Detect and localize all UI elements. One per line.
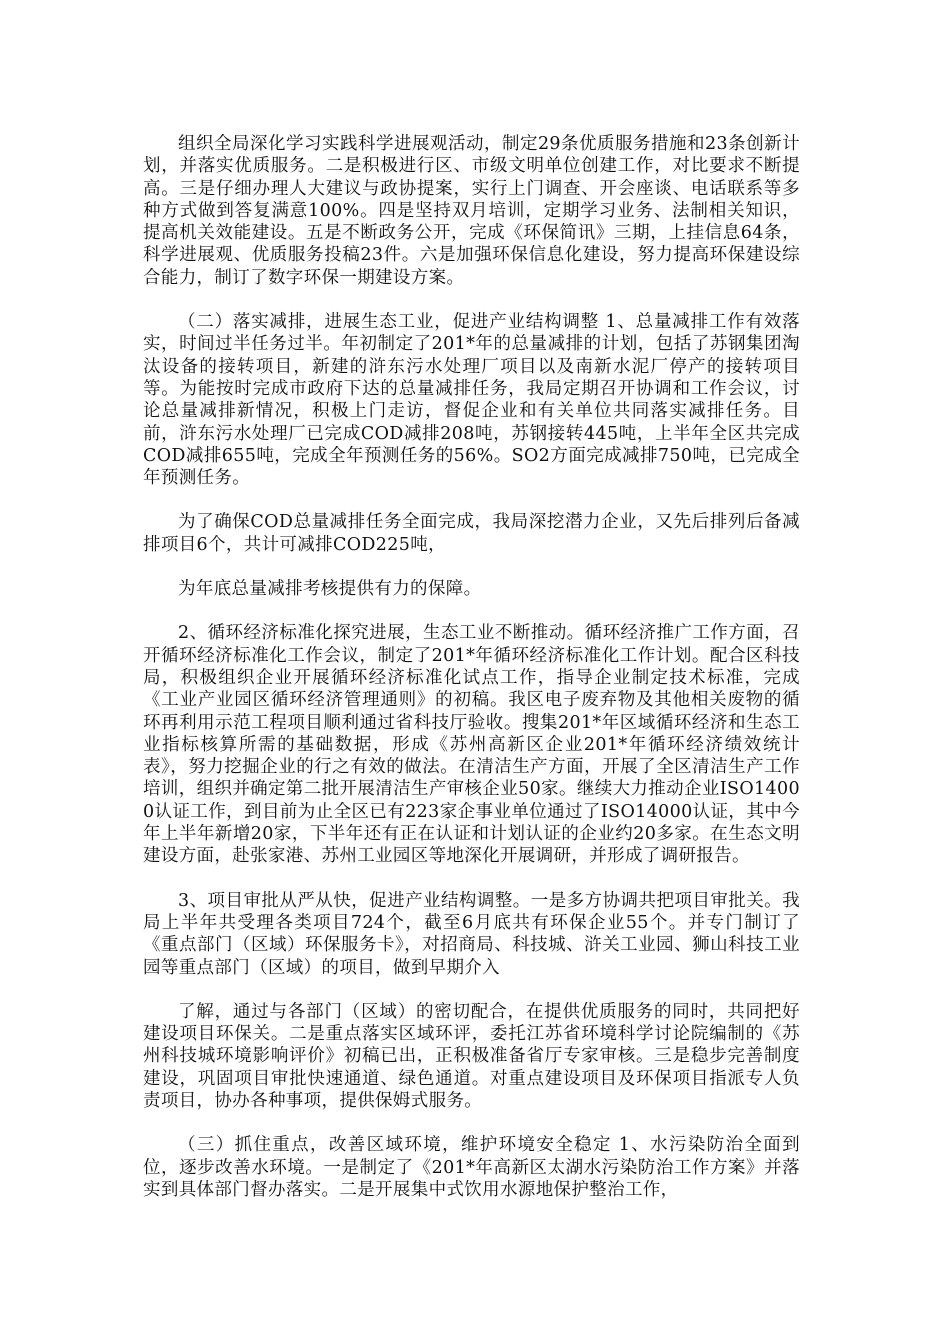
paragraph-2: （二）落实减排，进展生态工业，促进产业结构调整 1、总量减排工作有效落实，时间过半任务过半。年初制定了201*年的总量减排的计划，包括了苏钢集团淘汰设备的接转项目，新建的浒东污水处理厂项目以及南新水泥厂停产的接转项目等。为能按时完成市政府下达的总量减排任务，我局定期召开协调和工作会议，讨论总量减排新情况，积极上门走访，督促企业和有关单位共同落实减排任务。目前，浒东污水处理厂已完成COD减排208吨，苏钢接转445吨，上半年全区共完成COD减排655吨，完成全年预测任务的56%。SO2方面完成减排750吨，已完成全年预测任务。 <box>143 312 800 489</box>
paragraph-8: （三）抓住重点，改善区域环境，维护环境安全稳定 1、水污染防治全面到位，逐步改善水环境。一是制定了《201*年高新区太湖水污染防治工作方案》并落实到具体部门督办落实。二是开展集中式饮用水源地保护整治工作， <box>143 1135 800 1200</box>
paragraph-3: 为了确保COD总量减排任务全面完成，我局深挖潜力企业，又先后排列后备减排项目6个，共计可减排COD225吨， <box>143 512 800 555</box>
document-body <box>143 133 800 1223</box>
paragraph-7: 了解，通过与各部门（区域）的密切配合，在提供优质服务的同时，共同把好建设项目环保关。二是重点落实区域环评，委托江苏省环境科学讨论院编制的《苏州科技城环境影响评价》初稿已出，正积极准备省厅专家审核。三是稳步完善制度建设，巩固项目审批快速通道、绿色通道。对重点建设项目及环保项目指派专人负责项目，协办各种事项，提供保姆式服务。 <box>143 1001 800 1111</box>
paragraph-6: 3、项目审批从严从快，促进产业结构调整。一是多方协调共把项目审批关。我局上半年共受理各类项目724个，截至6月底共有环保企业55个。并专门制订了《重点部门（区域）环保服务卡》，对招商局、科技城、浒关工业园、狮山科技工业园等重点部门（区域）的项目，做到早期介入 <box>143 890 800 978</box>
paragraph-1: 组织全局深化学习实践科学进展观活动，制定29条优质服务措施和23条创新计划，并落实优质服务。二是积极进行区、市级文明单位创建工作，对比要求不断提高。三是仔细办理人大建议与政协提案，实行上门调查、开会座谈、电话联系等多种方式做到答复满意100%。四是坚持双月培训，定期学习业务、法制相关知识，提高机关效能建设。五是不断政务公开，完成《环保简讯》三期，上挂信息64条，科学进展观、优质服务投稿23件。六是加强环保信息化建设，努力提高环保建设综合能力，制订了数字环保一期建设方案。 <box>143 134 800 288</box>
paragraph-5: 2、循环经济标准化探究进展，生态工业不断推动。循环经济推广工作方面，召开循环经济标准化工作会议，制定了201*年循环经济标准化工作计划。配合区科技局，积极组织企业开展循环经济标准化试点工作，指导企业制定技术标准，完成《工业产业园区循环经济管理通则》的初稿。我区电子废弃物及其他相关废物的循环再利用示范工程项目顺利通过省科技厅验收。搜集201*年区域循环经济和生态工业指标核算所需的基础数据，形成《苏州高新区企业201*年循环经济绩效统计表》，努力挖掘企业的行之有效的做法。在清洁生产方面，开展了全区清洁生产工作培训，组织并确定第二批开展清洁生产审核企业50家。继续大力推动企业ISO14000认证工作，到目前为止全区已有223家企事业单位通过了ISO14000认证，其中今年上半年新增20家，下半年还有正在认证和计划认证的企业约20多家。在生态文明建设方面，赴张家港、苏州工业园区等地深化开展调研，并形成了调研报告。 <box>143 623 800 867</box>
paragraph-4: 为年底总量减排考核提供有力的保障。 <box>178 579 482 600</box>
